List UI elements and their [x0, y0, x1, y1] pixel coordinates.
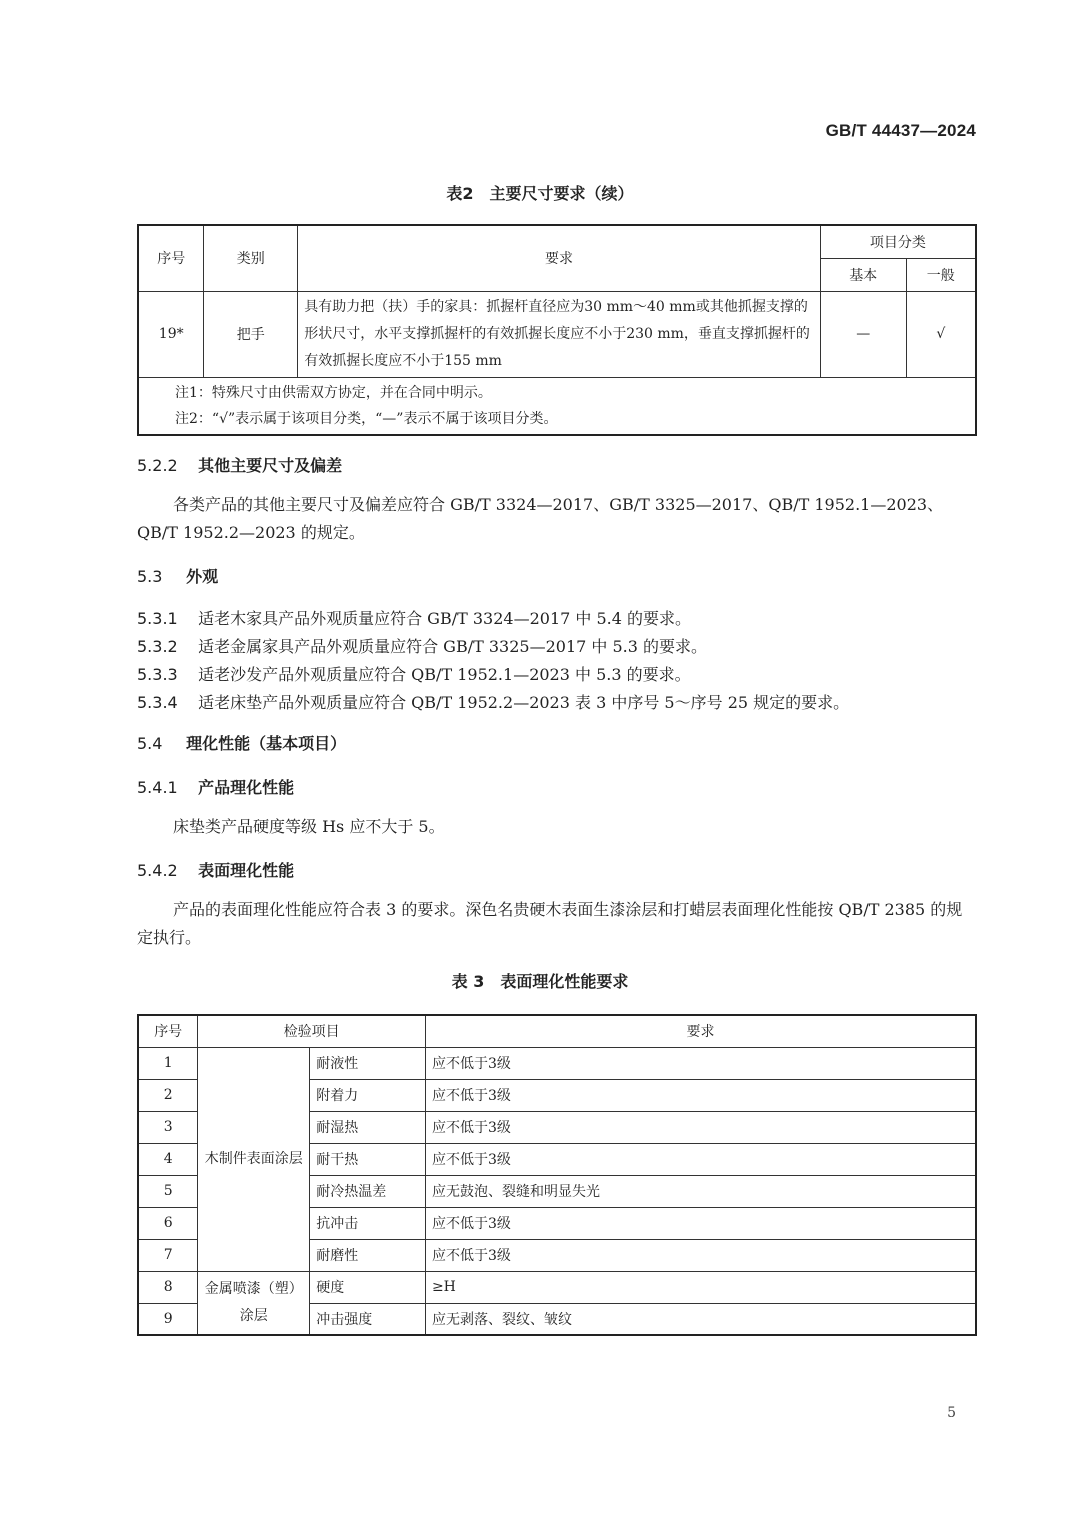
standard-code: GB/T 44437—2024 — [825, 121, 976, 140]
t3-item: 耐冷热温差 — [310, 1175, 426, 1207]
heading-number: 5.4.1 — [137, 778, 178, 797]
clause-5-3-2 — [137, 634, 707, 657]
t3-header-seq: 序号 — [138, 1015, 198, 1047]
t3-item: 冲击强度 — [310, 1303, 426, 1335]
heading-5-4-1 — [137, 775, 294, 798]
heading-number: 5.4 — [137, 734, 163, 753]
heading-number: 5.2.2 — [137, 456, 178, 475]
heading-title: 其他主要尺寸及偏差 — [198, 456, 343, 475]
t3-header-requirement: 要求 — [425, 1015, 976, 1047]
t2-header-basic: 基本 — [820, 258, 906, 291]
table2 — [137, 224, 977, 436]
clause-number: 5.3.2 — [137, 637, 178, 656]
t3-req: 应无剥落、裂纹、皱纹 — [425, 1303, 976, 1335]
t3-req: ≥H — [425, 1271, 976, 1303]
t2-row-general: √ — [906, 291, 976, 377]
t2-row-basic: — — [820, 291, 906, 377]
t2-header-general: 一般 — [906, 258, 976, 291]
heading-number: 5.4.2 — [137, 861, 178, 880]
heading-number: 5.3 — [137, 567, 163, 586]
t3-item: 耐干热 — [310, 1143, 426, 1175]
t3-seq: 2 — [138, 1079, 198, 1111]
t3-seq: 1 — [138, 1047, 198, 1079]
page-number: 5 — [947, 1405, 956, 1421]
t3-seq: 5 — [138, 1175, 198, 1207]
t3-header-item: 检验项目 — [198, 1015, 426, 1047]
heading-5-4 — [137, 731, 346, 754]
paragraph-5-4-2: 产品的表面理化性能应符合表 3 的要求。深色名贵硬木表面生漆涂层和打蜡层表面理化性能按 QB/T 2385 的规定执行。 — [137, 900, 963, 947]
t2-header-seq: 序号 — [138, 225, 204, 291]
clause-5-3-1 — [137, 606, 691, 629]
t3-group-wood: 木制件表面涂层 — [198, 1047, 310, 1271]
t3-seq: 9 — [138, 1303, 198, 1335]
t3-item: 附着力 — [310, 1079, 426, 1111]
clause-number: 5.3.3 — [137, 665, 178, 684]
paragraph-5-2-2: 各类产品的其他主要尺寸及偏差应符合 GB/T 3324—2017、GB/T 3325—2017、QB/T 1952.1—2023、QB/T 1952.2—2023 的规定。 — [137, 495, 944, 542]
clause-text: 适老木家具产品外观质量应符合 GB/T 3324—2017 中 5.4 的要求。 — [198, 609, 692, 628]
table3-caption: 表 3 表面理化性能要求 — [451, 972, 629, 991]
clause-text: 适老床垫产品外观质量应符合 QB/T 1952.2—2023 表 3 中序号 5～序号 25 规定的要求。 — [198, 693, 850, 712]
t3-req: 应不低于3级 — [425, 1143, 976, 1175]
t2-note-1: 注1：特殊尺寸由供需双方协定，并在合同中明示。 — [175, 384, 492, 401]
t3-group-metal: 金属喷漆（塑）涂层 — [198, 1271, 310, 1335]
clause-text: 适老金属家具产品外观质量应符合 GB/T 3325—2017 中 5.3 的要求。 — [198, 637, 708, 656]
clause-number: 5.3.1 — [137, 609, 178, 628]
clause-5-3-4 — [137, 690, 849, 713]
heading-title: 理化性能（基本项目） — [186, 734, 347, 753]
t3-req: 应不低于3级 — [425, 1047, 976, 1079]
t2-note-2: 注2：“√”表示属于该项目分类，“—”表示不属于该项目分类。 — [175, 410, 558, 427]
t3-seq: 6 — [138, 1207, 198, 1239]
t2-row-requirement: 具有助力把（扶）手的家具：抓握杆直径应为30 mm～40 mm或其他抓握支撑的形状尺寸，水平支撑抓握杆的有效抓握长度应不小于230 mm，垂直支撑抓握杆的有效抓握长度应不小于155 mm — [298, 291, 821, 377]
table-row — [138, 1047, 976, 1079]
t2-header-requirement: 要求 — [298, 225, 821, 291]
clause-number: 5.3.4 — [137, 693, 178, 712]
t3-req: 应不低于3级 — [425, 1111, 976, 1143]
t3-item: 抗冲击 — [310, 1207, 426, 1239]
t3-req: 应无鼓泡、裂缝和明显失光 — [425, 1175, 976, 1207]
table-row — [138, 1271, 976, 1303]
t2-row-seq: 19* — [138, 291, 204, 377]
t2-header-classification: 项目分类 — [820, 225, 976, 258]
t3-req: 应不低于3级 — [425, 1207, 976, 1239]
t2-header-category: 类别 — [204, 225, 298, 291]
t2-notes — [138, 377, 976, 435]
table2-caption: 表2 主要尺寸要求（续） — [446, 184, 634, 203]
heading-5-2-2 — [137, 453, 342, 476]
t3-req: 应不低于3级 — [425, 1079, 976, 1111]
heading-5-4-2 — [137, 858, 294, 881]
t2-row — [138, 291, 976, 377]
t3-item: 耐磨性 — [310, 1239, 426, 1271]
t3-item: 耐湿热 — [310, 1111, 426, 1143]
t3-seq: 4 — [138, 1143, 198, 1175]
table3 — [137, 1014, 977, 1336]
t3-item: 耐液性 — [310, 1047, 426, 1079]
paragraph-5-4-1: 床垫类产品硬度等级 Hs 应不大于 5。 — [173, 817, 445, 836]
heading-title: 外观 — [186, 567, 219, 586]
t3-seq: 7 — [138, 1239, 198, 1271]
t3-item: 硬度 — [310, 1271, 426, 1303]
heading-title: 产品理化性能 — [198, 778, 295, 797]
t3-seq: 8 — [138, 1271, 198, 1303]
t2-row-category: 把手 — [204, 291, 298, 377]
heading-5-3 — [137, 564, 218, 587]
t3-req: 应不低于3级 — [425, 1239, 976, 1271]
clause-5-3-3 — [137, 662, 691, 685]
clause-text: 适老沙发产品外观质量应符合 QB/T 1952.1—2023 中 5.3 的要求。 — [198, 665, 691, 684]
heading-title: 表面理化性能 — [198, 861, 295, 880]
t3-seq: 3 — [138, 1111, 198, 1143]
